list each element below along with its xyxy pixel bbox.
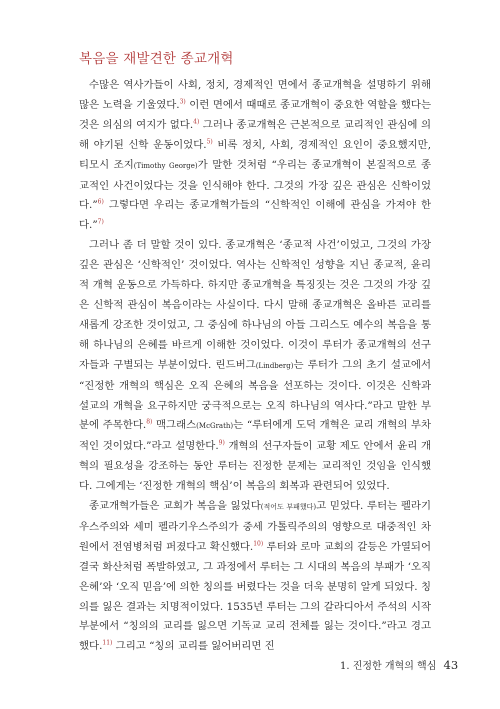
footnote-marker[interactable]: 6): [97, 198, 104, 206]
text-run: 그러나 좀 더 말할 것이 있다. 종교개혁은 ‘종교적 사건’이었고, 그것의 가장 깊은 관심은 ‘신학적인’ 것이었다. 역사는 신학적인 성향을 지닌 종교적, 윤리적 개혁 운동으로 가득하다. 하지만 종교개혁을 특징짓는 것은 그것의 가장 깊은 신학적 관심이 복음이라는 사실이다. 다시 말해 종교개혁은 올바른 교리를 새롭게 강조한 것이었고, 그 중심에 하나님의 아들 그리스도 예수의 복음을 통해 하나님의 은혜를 바르게 이해한 것이었다. 이것이 루터가 종교개혁의 선구자들과 구별되는 부분이었다. 린드버그: [79, 239, 431, 371]
footnote-marker[interactable]: 3): [179, 98, 186, 106]
paragraph: [79, 236, 431, 497]
body-text: [79, 76, 431, 657]
text-run: 그러나 종교개혁은 근본적으로 교리적인 관심에 의해 야기된 신학 운동이었다.: [79, 118, 431, 151]
footnote-marker[interactable]: 4): [193, 118, 200, 126]
text-run: 루터와 로마 교회의 갈등은 가열되어 결국 화산처럼 폭발하였고, 그 과정에서 루터는 그 시대의 복음의 부패가 ‘오직 은혜’와 ‘오직 믿음’에 의한 칭의를 버렸다는 것을 더욱 분명히 알게 되었다. 칭의를 잃은 결과는 치명적이었다. 1535년 루터는 그의 갈라디아서 주석의 시작 부분에서 “칭의의 교리를 잃으면 기독교 교리 전체를 잃는 것이다.”라고 경고했다.: [79, 540, 431, 653]
text-run: 고 믿었다. 루터는 펠라기우스주의와 세미 펠라기우스주의가 중세 가톨릭주의의 영향으로 대중적인 차원에서 전염병처럼 퍼졌다고 확신했다.: [79, 500, 431, 553]
text-run: 이런 면에서 때때로 종교개혁이 중요한 역할을 했다는 것은 의심의 여지가 없다.: [79, 98, 431, 131]
running-footer-chapter: 1. 진정한 개혁의 핵심: [340, 661, 437, 672]
text-run: 맥그래스: [152, 419, 197, 432]
inline-annotation: (Timothy George): [133, 161, 198, 170]
text-run: 종교개혁가들은 교회가 복음을 잃었다: [89, 500, 261, 513]
paragraph: [79, 497, 431, 657]
inline-annotation: (McGrath): [196, 422, 234, 431]
footnote-marker[interactable]: 10): [253, 540, 264, 548]
text-run: 비록 정치, 사회, 경제적인 요인이 중요했지만, 티모시 조지: [79, 138, 431, 171]
footnote-marker[interactable]: 7): [97, 218, 104, 226]
footnote-marker[interactable]: 5): [206, 138, 213, 146]
page-footer: [340, 657, 458, 672]
text-run: 는 루터가 그의 초기 설교에서 “진정한 개혁의 핵심은 오직 은혜의 복음을 선포하는 것이다. 이것은 신학과 설교의 개혁을 요구하지만 궁극적으로는 오직 하나님의 역사다.”라고 말한 부분에 주목한다.: [79, 358, 431, 432]
text-run: 는 “루터에게 도덕 개혁은 교리 개혁의 부차적인 것이었다.”라고 설명한다.: [79, 419, 432, 453]
footnote-marker[interactable]: 9): [218, 439, 225, 447]
text-run: 그리고 “칭의 교리를 잃어버리면 진: [112, 640, 275, 653]
text-run: 그렇다면 우리는 종교개혁가들의 “신학적인 이해에 관심을 가져야 한다.”: [79, 199, 431, 232]
page-number: 43: [443, 658, 459, 672]
inline-annotation: (적어도 부패했다): [260, 503, 317, 512]
paragraph: [79, 76, 431, 236]
footnote-marker[interactable]: 11): [102, 639, 113, 647]
section-heading: 복음을 재발견한 종교개혁: [79, 51, 234, 67]
text-run: 가 말한 것처럼 “우리는 종교개혁이 본질적으로 종교적인 사건이었다는 것을 인식해야 한다. 그것의 가장 깊은 관심은 신학이었다.”: [79, 158, 431, 212]
inline-annotation: (Lindberg): [255, 361, 294, 370]
text-run: 수많은 역사가들이 사회, 정치, 경제적인 면에서 종교개혁을 설명하기 위해 많은 노력을 기울였다.: [79, 79, 431, 111]
text-run: 개혁의 선구자들이 교황 제도 안에서 윤리 개혁의 필요성을 강조하는 동안 루터는 진정한 문제는 교리적인 것임을 인식했다. 그에게는 ‘진정한 개혁의 핵심’이 복음의 회복과 관련되어 있었다.: [79, 440, 431, 493]
footnote-marker[interactable]: 8): [146, 418, 153, 426]
